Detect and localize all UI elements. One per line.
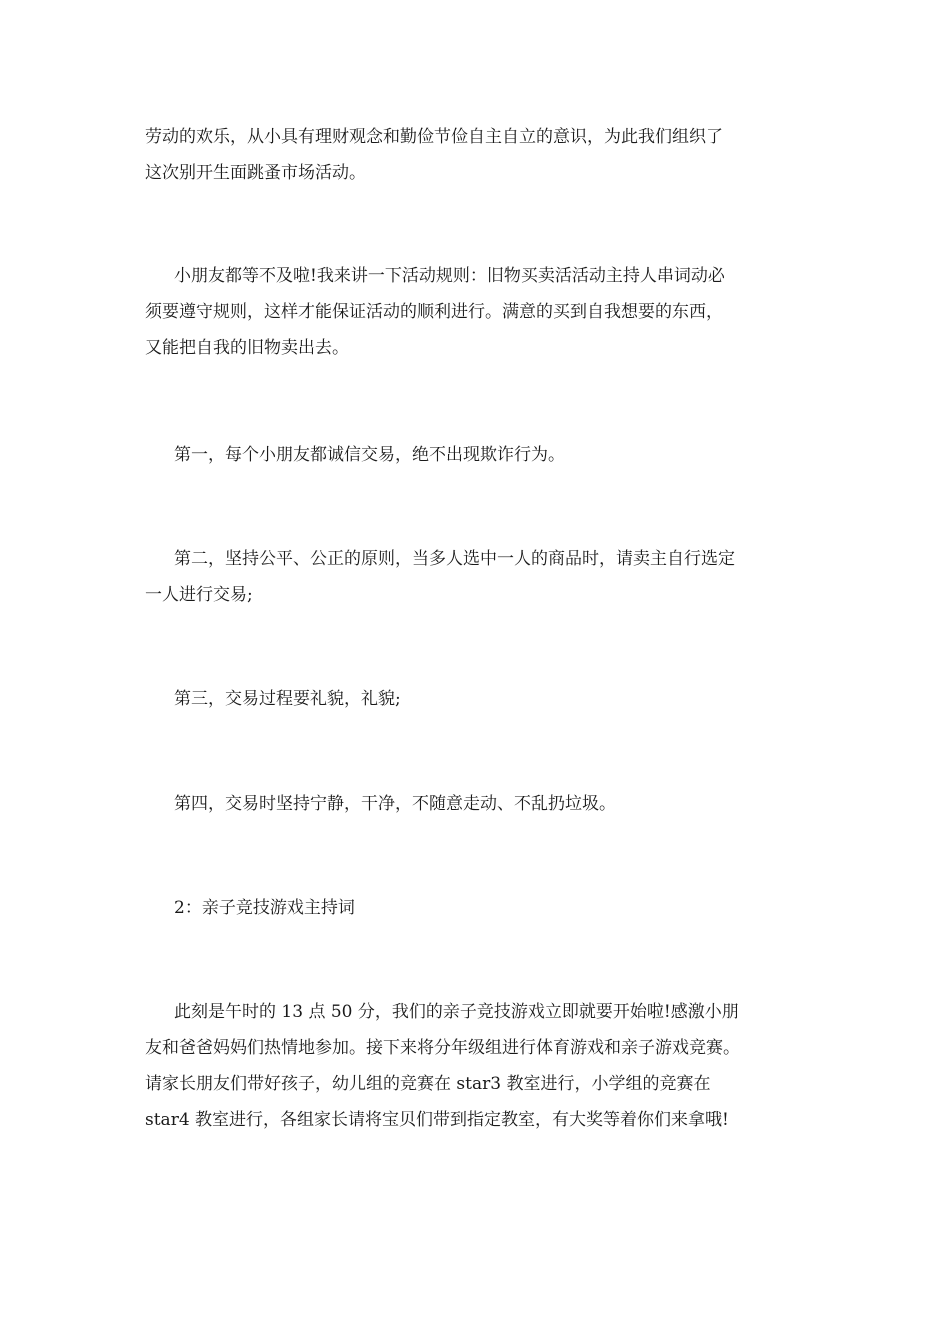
paragraph-line: 请家长朋友们带好孩子，幼儿组的竞赛在 star3 教室进行，小学组的竞赛在 (145, 1074, 711, 1094)
paragraph-line: star4 教室进行，各组家长请将宝贝们带到指定教室，有大奖等着你们来拿哦! (145, 1110, 729, 1130)
paragraph-6 (145, 786, 815, 822)
paragraph-4 (145, 541, 815, 613)
paragraph-line: 此刻是午时的 13 点 50 分，我们的亲子竞技游戏立即就要开始啦!感激小朋 (174, 1002, 739, 1022)
paragraph-line: 劳动的欢乐，从小具有理财观念和勤俭节俭自主自立的意识，为此我们组织了 (145, 127, 723, 147)
paragraph-2 (145, 258, 815, 366)
paragraph-line: 小朋友都等不及啦!我来讲一下活动规则：旧物买卖活活动主持人串词动必 (174, 266, 725, 286)
paragraph-line: 第二，坚持公平、公正的原则，当多人选中一人的商品时，请卖主自行选定 (174, 549, 735, 569)
paragraph-7 (145, 994, 815, 1138)
section-heading (145, 890, 815, 926)
paragraph-line: 须要遵守规则，这样才能保证活动的顺利进行。满意的买到自我想要的东西， (145, 302, 723, 322)
paragraph-3 (145, 437, 815, 473)
paragraph-line: 第一，每个小朋友都诚信交易，绝不出现欺诈行为。 (174, 445, 565, 465)
paragraph-line: 第四，交易时坚持宁静，干净，不随意走动、不乱扔垃圾。 (174, 794, 616, 814)
paragraph-line: 2：亲子竞技游戏主持词 (174, 898, 355, 918)
paragraph-line: 这次别开生面跳蚤市场活动。 (145, 163, 366, 183)
paragraph-5 (145, 681, 815, 717)
paragraph-1 (145, 119, 815, 191)
paragraph-line: 友和爸爸妈妈们热情地参加。接下来将分年级组进行体育游戏和亲子游戏竞赛。 (145, 1038, 740, 1058)
paragraph-line: 一人进行交易; (145, 585, 253, 605)
paragraph-line: 又能把自我的旧物卖出去。 (145, 338, 349, 358)
paragraph-line: 第三，交易过程要礼貌，礼貌; (174, 689, 401, 709)
